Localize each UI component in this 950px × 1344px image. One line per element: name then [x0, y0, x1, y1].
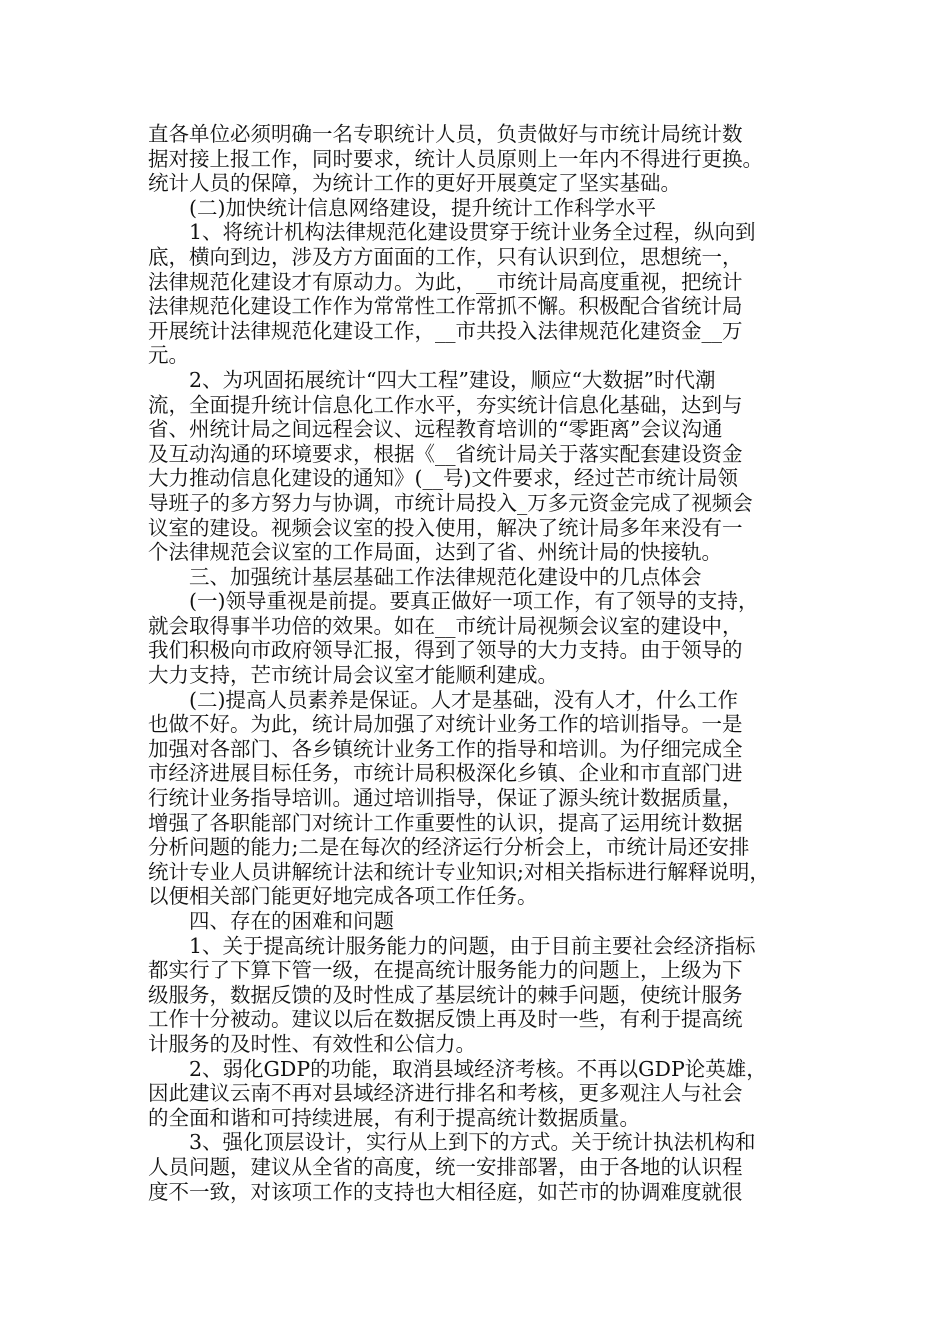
text-line: 的全面和谐和可持续进展，有利于提高统计数据质量。	[148, 1105, 640, 1130]
text-line: 1、关于提高统计服务能力的问题，由于目前主要社会经济指标	[148, 933, 756, 958]
text-line: 议室的建设。视频会议室的投入使用，解决了统计局多年来没有一	[148, 515, 743, 540]
text-line: 法律规范化建设才有原动力。为此，__市统计局高度重视，把统计	[148, 269, 743, 294]
text-line: 度不一致，对该项工作的支持也大相径庭，如芒市的协调难度就很	[148, 1179, 743, 1204]
text-line: 统计人员的保障，为统计工作的更好开展奠定了坚实基础。	[148, 171, 681, 196]
section-heading: 三、加强统计基层基础工作法律规范化建设中的几点体会	[148, 564, 702, 589]
section-heading: (二)加快统计信息网络建设，提升统计工作科学水平	[148, 195, 656, 220]
text-line: 就会取得事半功倍的效果。如在__市统计局视频会议室的建设中，	[148, 613, 743, 638]
text-line: 及互动沟通的环境要求，根据《__省统计局关于落实配套建设资金	[148, 441, 743, 466]
text-line: 省、州统计局之间远程会议、远程教育培训的“零距离”会议沟通	[148, 417, 723, 442]
text-line: 增强了各职能部门对统计工作重要性的认识，提高了运用统计数据	[148, 810, 743, 835]
text-line: 底，横向到边，涉及方方面面的工作，只有认识到位，思想统一，	[148, 244, 743, 269]
text-line: 1、将统计机构法律规范化建设贯穿于统计业务全过程，纵向到	[148, 220, 756, 245]
text-line: 流，全面提升统计信息化工作水平，夯实统计信息化基础，达到与	[148, 392, 743, 417]
text-line: 因此建议云南不再对县域经济进行排名和考核，更多观注人与社会	[148, 1081, 743, 1106]
text-line: 市经济进展目标任务，市统计局积极深化乡镇、企业和市直部门进	[148, 761, 743, 786]
text-line: 我们积极向市政府领导汇报，得到了领导的大力支持。由于领导的	[148, 638, 743, 663]
text-line: 2、弱化GDP的功能，取消县域经济考核。不再以GDP论英雄，	[148, 1056, 767, 1081]
text-line: 个法律规范会议室的工作局面，达到了省、州统计局的快接轨。	[148, 540, 722, 565]
text-line: 行统计业务指导培训。通过培训指导，保证了源头统计数据质量，	[148, 786, 743, 811]
text-line: 工作十分被动。建议以后在数据反馈上再及时一些，有利于提高统	[148, 1007, 743, 1032]
text-line: 大力推动信息化建设的通知》(__号)文件要求，经过芒市统计局领	[148, 466, 738, 491]
document-body	[148, 122, 830, 1204]
text-line: 据对接上报工作，同时要求，统计人员原则上一年内不得进行更换。	[148, 146, 763, 171]
text-line: 加强对各部门、各乡镇统计业务工作的指导和培训。为仔细完成全	[148, 736, 743, 761]
text-line: 大力支持，芒市统计局会议室才能顺利建成。	[148, 663, 558, 688]
text-line: 分析问题的能力;二是在每次的经济运行分析会上，市统计局还安排	[148, 835, 750, 860]
text-line: 计服务的及时性、有效性和公信力。	[148, 1031, 476, 1056]
text-line: 都实行了下算下管一级，在提高统计服务能力的问题上，上级为下	[148, 958, 743, 983]
text-line: 导班子的多方努力与协调，市统计局投入_万多元资金完成了视频会	[148, 490, 753, 515]
text-line: 3、强化顶层设计，实行从上到下的方式。关于统计执法机构和	[148, 1130, 756, 1155]
text-line: 也做不好。为此，统计局加强了对统计业务工作的培训指导。一是	[148, 712, 743, 737]
text-line: 元。	[148, 343, 189, 368]
section-heading: 四、存在的困难和问题	[148, 909, 394, 933]
text-line: (一)领导重视是前提。要真正做好一项工作，有了领导的支持，	[148, 589, 759, 614]
text-line: 直各单位必须明确一名专职统计人员，负责做好与市统计局统计数	[148, 122, 743, 146]
text-line: 以便相关部门能更好地完成各项工作任务。	[148, 884, 538, 909]
text-line: 法律规范化建设工作作为常常性工作常抓不懈。积极配合省统计局	[148, 294, 743, 319]
text-line: (二)提高人员素养是保证。人才是基础，没有人才，什么工作	[148, 687, 738, 712]
text-line: 统计专业人员讲解统计法和统计专业知识;对相关指标进行解释说明，	[148, 859, 770, 884]
text-line: 人员问题，建议从全省的高度，统一安排部署，由于各地的认识程	[148, 1154, 743, 1179]
text-line: 2、为巩固拓展统计“四大工程”建设，顺应“大数据”时代潮	[148, 367, 716, 392]
text-line: 级服务，数据反馈的及时性成了基层统计的棘手问题，使统计服务	[148, 982, 743, 1007]
text-line: 开展统计法律规范化建设工作，__市共投入法律规范化建资金__万	[148, 318, 743, 343]
